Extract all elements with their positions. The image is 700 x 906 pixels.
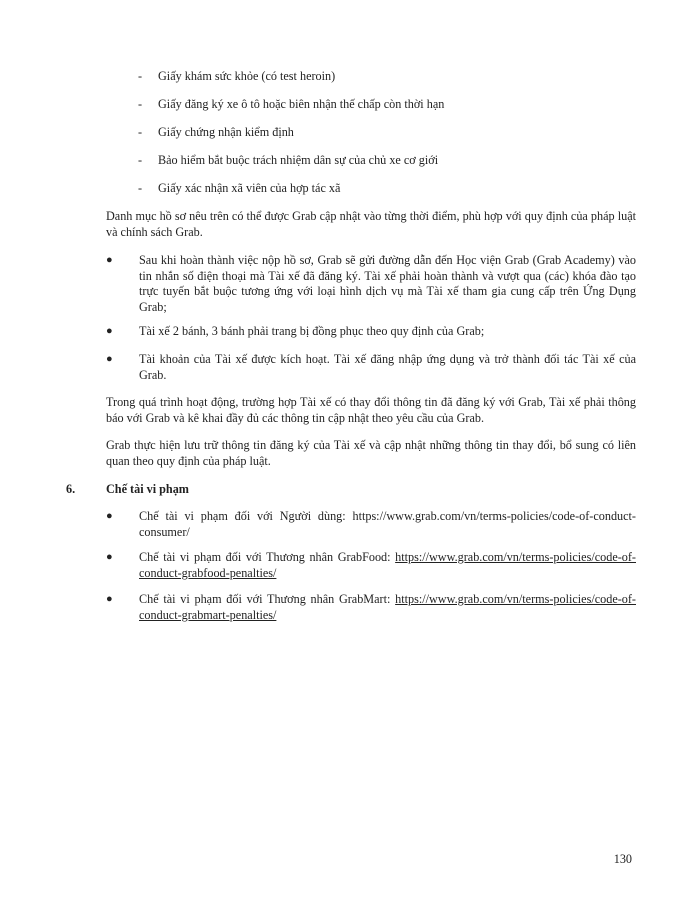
paragraph-update-notice: Danh mục hồ sơ nêu trên có thể được Grab cập nhật vào từng thời điểm, phù hợp với quy định của pháp luật và chính sách Grab. xyxy=(106,209,636,239)
dash-marker: - xyxy=(138,97,143,111)
bullet-item xyxy=(106,253,636,315)
penalty-url: https://www.grab.com/vn/terms-policies/code-of-conduct-consumer/ xyxy=(139,509,636,539)
dash-marker: - xyxy=(138,181,143,195)
bullet-item xyxy=(106,352,636,383)
penalty-label: Chế tài vi phạm đối với Thương nhân GrabMart: xyxy=(139,592,396,606)
section-number: 6. xyxy=(66,482,76,496)
bullet-item-text: Tài khoản của Tài xế được kích hoạt. Tài xế đăng nhập ứng dụng và trở thành đối tác Tài xế của Grab. xyxy=(139,352,636,382)
section-title: Chế tài vi phạm xyxy=(106,482,189,496)
penalty-item-text xyxy=(139,550,636,581)
penalty-label: Chế tài vi phạm đối với Thương nhân GrabFood: xyxy=(139,550,396,564)
bullet-marker: ● xyxy=(106,254,113,266)
paragraph-storage: Grab thực hiện lưu trữ thông tin đăng ký của Tài xế và cập nhật những thông tin thay đổi, bổ sung có liên quan theo quy định của pháp luật. xyxy=(106,438,636,468)
bullet-marker: ● xyxy=(106,593,113,605)
penalty-item-text xyxy=(139,592,636,623)
dash-list-item-text: Giấy đăng ký xe ô tô hoặc biên nhận thế chấp còn thời hạn xyxy=(158,97,445,111)
bullet-item-text: Sau khi hoàn thành việc nộp hồ sơ, Grab sẽ gửi đường dẫn đến Học viện Grab (Grab Academy) vào tin nhắn số điện thoại mà Tài xế đã đăng ký. Tài xế phải hoàn thành và vượt qua (các) khóa đào tạo trực tuyến bắt buộc tương ứng với loại hình dịch vụ mà Tài xế tham gia cung cấp trên Ứng Dụng Grab; xyxy=(139,253,636,314)
penalty-link-grabfood[interactable]: https://www.grab.com/vn/terms-policies/code-of-conduct-grabfood-penalties/ xyxy=(139,550,636,580)
penalty-item-grabmart xyxy=(106,592,636,623)
dash-list-item-text: Giấy xác nhận xã viên của hợp tác xã xyxy=(158,181,341,195)
bullet-item xyxy=(106,324,636,340)
bullet-marker: ● xyxy=(106,551,113,563)
penalty-link-grabmart[interactable]: https://www.grab.com/vn/terms-policies/code-of-conduct-grabmart-penalties/ xyxy=(139,592,636,622)
dash-marker: - xyxy=(138,69,143,83)
penalty-label: Chế tài vi phạm đối với Người dùng: xyxy=(139,509,353,523)
dash-list-item-text: Bảo hiểm bắt buộc trách nhiệm dân sự của chủ xe cơ giới xyxy=(158,153,439,167)
paragraph-change-info: Trong quá trình hoạt động, trường hợp Tài xế có thay đổi thông tin đã đăng ký với Grab, Tài xế phải thông báo với Grab và kê khai đầy đủ các thông tin cập nhật theo yêu cầu của Grab. xyxy=(106,395,636,425)
dash-list-item-text: Giấy khám sức khỏe (có test heroin) xyxy=(158,69,336,83)
penalty-item-text xyxy=(139,509,636,540)
penalty-item-grabfood xyxy=(106,550,636,581)
bullet-marker: ● xyxy=(106,325,113,337)
dash-marker: - xyxy=(138,153,143,167)
bullet-marker: ● xyxy=(106,353,113,365)
page-number: 130 xyxy=(613,852,632,866)
dash-list-item-text: Giấy chứng nhận kiểm định xyxy=(158,125,294,139)
bullet-marker: ● xyxy=(106,510,113,522)
dash-marker: - xyxy=(138,125,143,139)
bullet-item-text: Tài xế 2 bánh, 3 bánh phải trang bị đồng phục theo quy định của Grab; xyxy=(139,324,485,338)
penalty-item-consumer xyxy=(106,509,636,540)
